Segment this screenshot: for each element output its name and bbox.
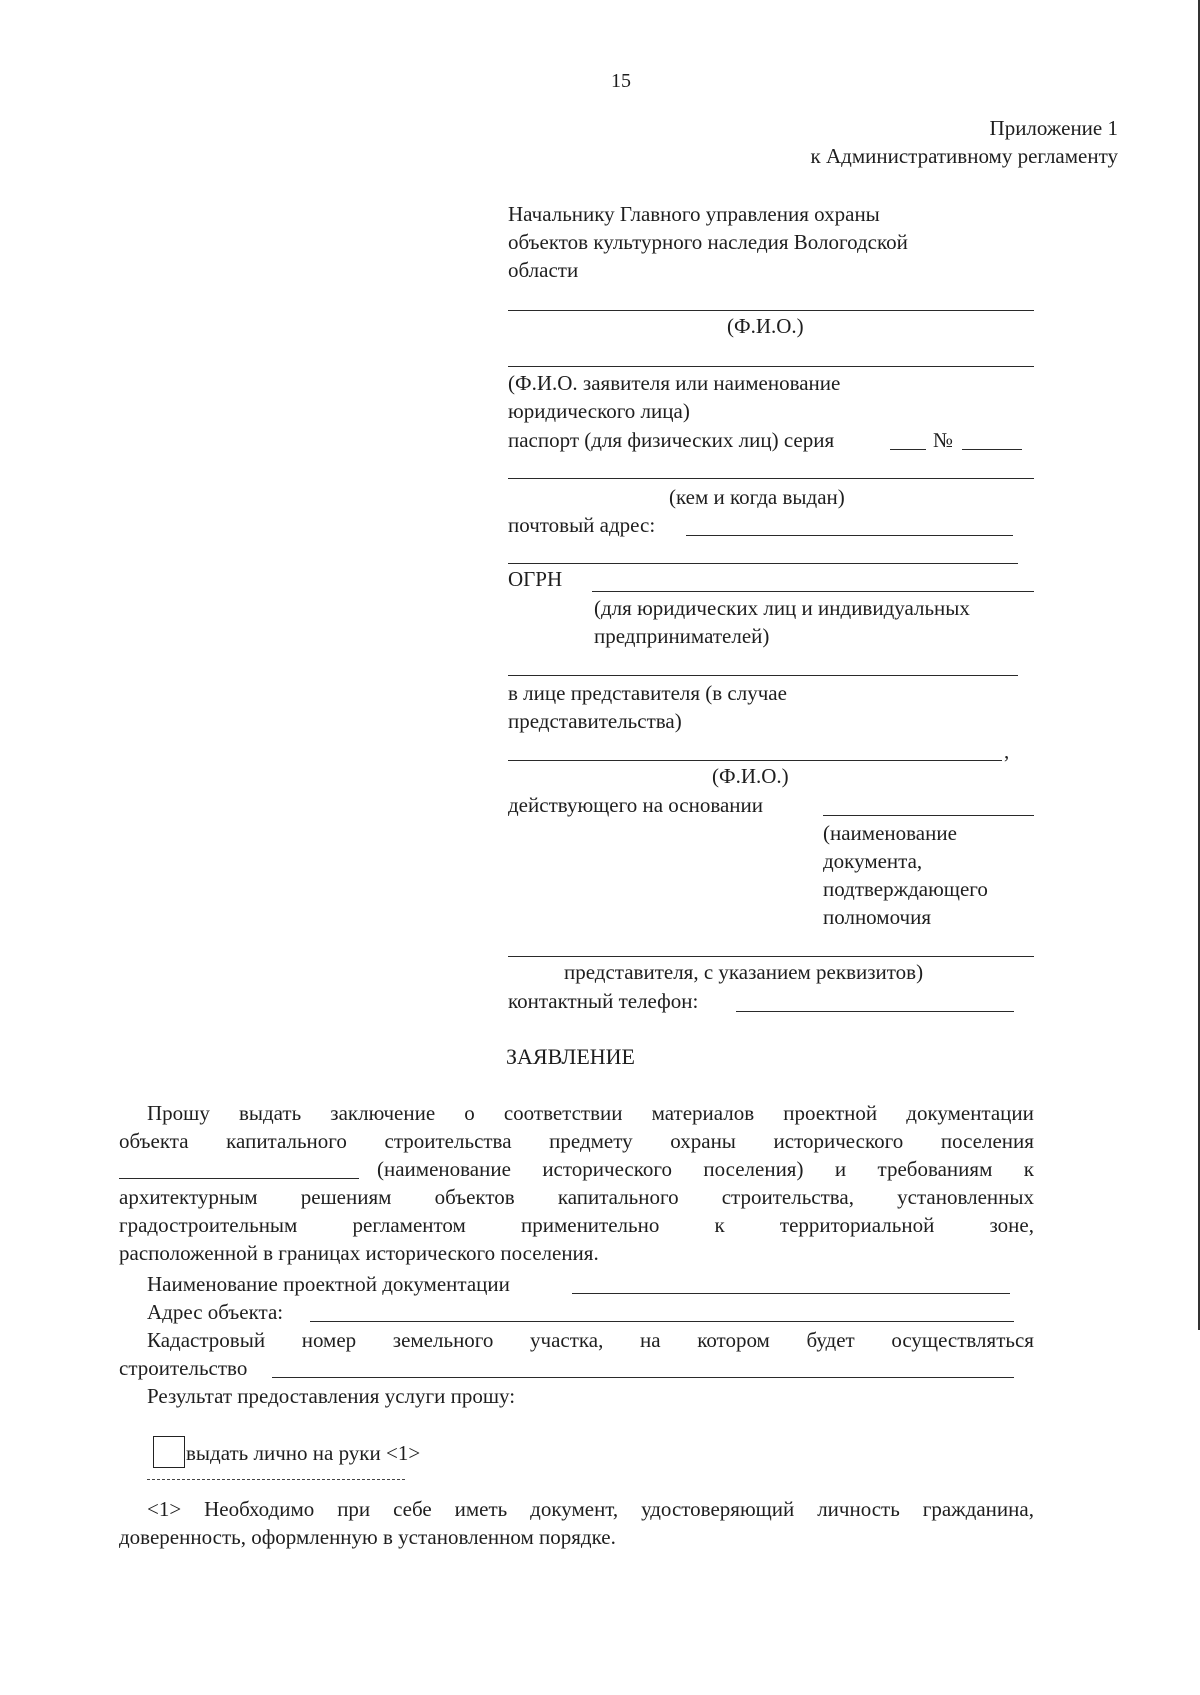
passport-number-label: № <box>933 428 954 452</box>
postal-blank <box>686 535 1013 536</box>
p1-line-4 <box>119 1187 1034 1208</box>
cadastral-line-1 <box>147 1330 1034 1351</box>
word: соответствии <box>503 1101 623 1125</box>
word: на <box>640 1328 661 1352</box>
doc-name-label: Наименование проектной документации <box>147 1272 510 1296</box>
word: будет <box>806 1328 855 1352</box>
doc-caption-4: полномочия <box>823 905 931 929</box>
option-1-label: выдать лично на руки <1> <box>186 1441 421 1465</box>
p1-line-1 <box>147 1103 1034 1124</box>
p1-line-3 <box>377 1159 1034 1180</box>
addressee-line-3: области <box>508 258 579 282</box>
settlement-blank <box>119 1178 359 1179</box>
word: личность <box>817 1497 900 1521</box>
word: <1> <box>147 1497 182 1521</box>
page-number: 15 <box>611 70 631 92</box>
passport-number-blank <box>962 449 1022 450</box>
fio-underline <box>508 310 1034 311</box>
cadastral-blank <box>272 1377 1014 1378</box>
word: гражданина, <box>922 1497 1034 1521</box>
word: исторического <box>542 1157 672 1181</box>
word: капитального <box>557 1185 679 1209</box>
word: поселения) <box>703 1157 804 1181</box>
word: решениям <box>300 1185 392 1209</box>
word: объекта <box>119 1129 189 1153</box>
doc-name-blank <box>572 1293 1010 1294</box>
issued-underline <box>508 478 1034 479</box>
word: строительства <box>384 1129 512 1153</box>
statement-title: ЗАЯВЛЕНИЕ <box>506 1044 635 1069</box>
phone-label: контактный телефон: <box>508 989 699 1013</box>
word: материалов <box>651 1101 755 1125</box>
p1-line-5 <box>119 1215 1034 1236</box>
appendix-line-1: Приложение 1 <box>989 116 1118 140</box>
acting-blank <box>823 815 1034 816</box>
rep-fio-caption: (Ф.И.О.) <box>712 764 789 788</box>
rep-fio-underline <box>508 760 1002 761</box>
word: градостроительным <box>119 1213 298 1237</box>
passport-series-blank <box>890 449 926 450</box>
word: котором <box>697 1328 770 1352</box>
word: капитального <box>226 1129 347 1153</box>
word: установленных <box>897 1185 1034 1209</box>
word: документ, <box>530 1497 619 1521</box>
word: при <box>337 1497 371 1521</box>
rep-label-2: представительства) <box>508 709 682 733</box>
postal-blank-2 <box>508 563 1018 564</box>
word: территориальной <box>779 1213 935 1237</box>
word: заключение <box>330 1101 436 1125</box>
word: иметь <box>454 1497 508 1521</box>
postal-label: почтовый адрес: <box>508 513 656 537</box>
word: применительно <box>520 1213 660 1237</box>
addressee-line-2: объектов культурного наследия Вологодской <box>508 230 908 254</box>
address-blank <box>310 1321 1014 1322</box>
word: предмету <box>549 1129 633 1153</box>
ogrn-extra-line <box>508 675 1018 676</box>
word: выдать <box>238 1101 302 1125</box>
address-label: Адрес объекта: <box>147 1300 284 1324</box>
doc-caption-3: подтверждающего <box>823 877 988 901</box>
ogrn-caption-2: предпринимателей) <box>594 624 770 648</box>
footnote-line-2: доверенность, оформленную в установленном порядке. <box>119 1525 616 1549</box>
doc-caption-1: (наименование <box>823 821 957 845</box>
applicant-caption-1: (Ф.И.О. заявителя или наименование <box>508 371 841 395</box>
word: проектной <box>783 1101 878 1125</box>
word: регламентом <box>352 1213 466 1237</box>
word: к <box>1023 1157 1034 1181</box>
rep-comma: , <box>1004 739 1010 763</box>
word: зоне, <box>989 1213 1034 1237</box>
word: к <box>714 1213 725 1237</box>
phone-blank <box>736 1011 1014 1012</box>
cadastral-line-2: строительство <box>119 1356 248 1380</box>
ogrn-label: ОГРН <box>508 567 563 591</box>
issued-caption: (кем и когда выдан) <box>669 485 845 509</box>
doc-caption-2: документа, <box>823 849 923 873</box>
word: архитектурным <box>119 1185 258 1209</box>
word: строительства, <box>721 1185 854 1209</box>
word: объектов <box>434 1185 515 1209</box>
p1-line-2 <box>119 1131 1034 1152</box>
doc-caption-5: представителя, с указанием реквизитов) <box>564 960 924 984</box>
footnote-line-1 <box>147 1499 1034 1520</box>
rep-label-1: в лице представителя (в случае <box>508 681 787 705</box>
word: участка, <box>530 1328 604 1352</box>
word: поселения <box>940 1129 1034 1153</box>
ogrn-blank <box>592 591 1034 592</box>
applicant-underline <box>508 366 1034 367</box>
doc-underline <box>508 956 1034 957</box>
word: себе <box>393 1497 432 1521</box>
appendix-line-2: к Административному регламенту <box>810 144 1118 168</box>
addressee-line-1: Начальнику Главного управления охраны <box>508 202 880 226</box>
applicant-caption-2: юридического лица) <box>508 399 690 423</box>
word: Кадастровый <box>147 1328 266 1352</box>
word: и <box>834 1157 847 1181</box>
word: номер <box>301 1328 357 1352</box>
word: осуществляться <box>891 1328 1034 1352</box>
word: требованиям <box>877 1157 993 1181</box>
footnote-separator <box>147 1479 405 1480</box>
word: Необходимо <box>204 1497 315 1521</box>
word: охраны <box>670 1129 736 1153</box>
word: удостоверяющий <box>641 1497 795 1521</box>
word: (наименование <box>377 1157 511 1181</box>
p1-line-6: расположенной в границах исторического поселения. <box>119 1241 599 1265</box>
word: исторического <box>773 1129 904 1153</box>
ogrn-caption-1: (для юридических лиц и индивидуальных <box>594 596 970 620</box>
passport-label: паспорт (для физических лиц) серия <box>508 428 835 452</box>
word: документации <box>906 1101 1034 1125</box>
word: земельного <box>392 1328 494 1352</box>
acting-label: действующего на основании <box>508 793 764 817</box>
fio-caption: (Ф.И.О.) <box>727 314 804 338</box>
word: о <box>464 1101 475 1125</box>
result-label: Результат предоставления услуги прошу: <box>147 1384 516 1408</box>
option-1-checkbox[interactable] <box>153 1436 185 1468</box>
word: Прошу <box>147 1101 210 1125</box>
